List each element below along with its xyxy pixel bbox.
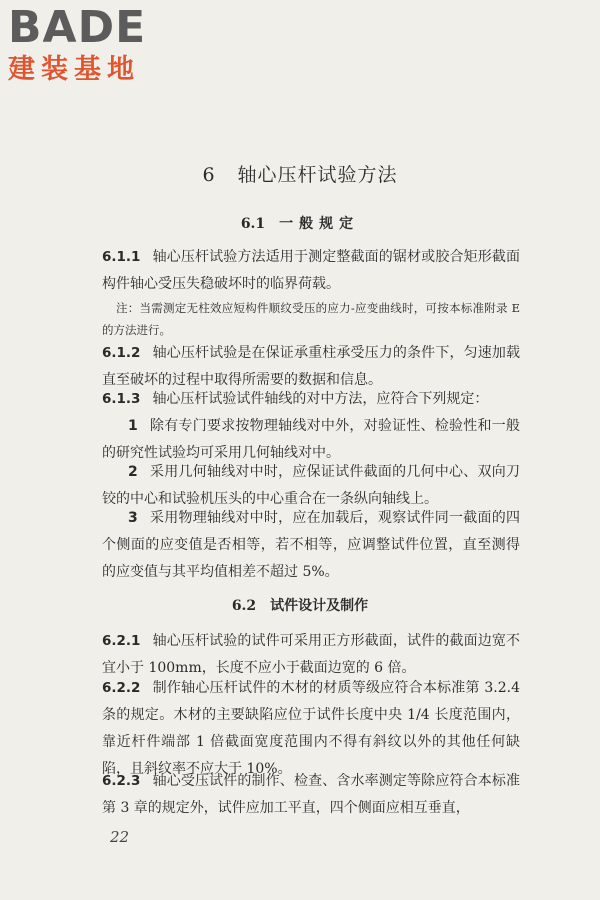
item-text: 采用几何轴线对中时，应保证试件截面的几何中心、双向刀铰的中心和试验机压头的中心重合在一条纵向轴线上。 [102,464,520,507]
clause-number: 6.2.1 [102,633,141,649]
page-number: 22 [110,828,130,846]
clause-number: 6.1.2 [102,345,141,361]
clause-6-2-3 [102,768,520,822]
clause-text: 制作轴心压杆试件的木材的材质等级应符合本标准第 3.2.4 条的规定。木材的主要缺陷应位于试件长度中央 1/4 长度范围内，靠近杆件端部 1 倍截面宽度范围内不得有斜纹以外的其他任何缺陷，且斜纹率不应大于 10%。 [102,680,520,777]
clause-text: 轴心压杆试验方法适用于测定整截面的锯材或胶合矩形截面构件轴心受压失稳破坏时的临界荷载。 [102,249,520,292]
clause-6-1-1 [102,244,520,298]
section-number: 6.1 [240,216,266,232]
bade-logo [8,2,178,86]
section-title: 一般规定 [279,216,360,232]
section-title: 试件设计及制作 [270,598,369,614]
item-text: 采用物理轴线对中时，应在加载后，观察试件同一截面的四个侧面的应变值是否相等，若不相等，应调整试件位置，直至测得的应变值与其平均值相差不超过 5%。 [102,510,520,580]
clause-6-1-3 [102,386,520,413]
item-number: 1 [128,418,138,434]
clause-6-2-2 [102,675,520,783]
section-number: 6.2 [231,598,257,614]
chapter-heading [0,160,600,187]
logo-subtitle: 建装基地 [8,54,140,85]
logo-wordmark: BADE [8,2,147,53]
chapter-number: 6 [202,164,216,186]
clause-6-2-1 [102,628,520,682]
section-heading-6-1 [0,213,600,233]
clause-number: 6.2.2 [102,680,141,696]
chapter-title: 轴心压杆试验方法 [237,164,398,186]
clause-text: 轴心压杆试验的试件可采用正方形截面，试件的截面边宽不宜小于 100mm，长度不应小于截面边宽的 6 倍。 [102,633,520,676]
clause-text: 轴心压杆试验是在保证承重柱承受压力的条件下，匀速加载直至破坏的过程中取得所需要的数据和信息。 [102,345,520,388]
note-text: 注：当需测定无柱效应短构件顺纹受压的应力-应变曲线时，可按本标准附录 E 的方法进行。 [102,301,520,337]
clause-text: 轴心压杆试验试件轴线的对中方法，应符合下列规定： [152,391,489,407]
section-heading-6-2 [0,595,600,615]
clause-text: 轴心受压试件的制作、检查、含水率测定等除应符合本标准第 3 章的规定外，试件应加工平直，四个侧面应相互垂直， [102,773,520,816]
clause-6-1-3-item-3 [102,505,520,586]
clause-number: 6.1.3 [102,391,141,407]
item-text: 除有专门要求按物理轴线对中外，对验证性、检验性和一般的研究性试验均可采用几何轴线对中。 [102,418,520,461]
note-6-1-1 [102,297,520,341]
clause-number: 6.2.3 [102,773,141,789]
item-number: 3 [128,510,138,526]
clause-number: 6.1.1 [102,249,141,265]
item-number: 2 [128,464,138,480]
